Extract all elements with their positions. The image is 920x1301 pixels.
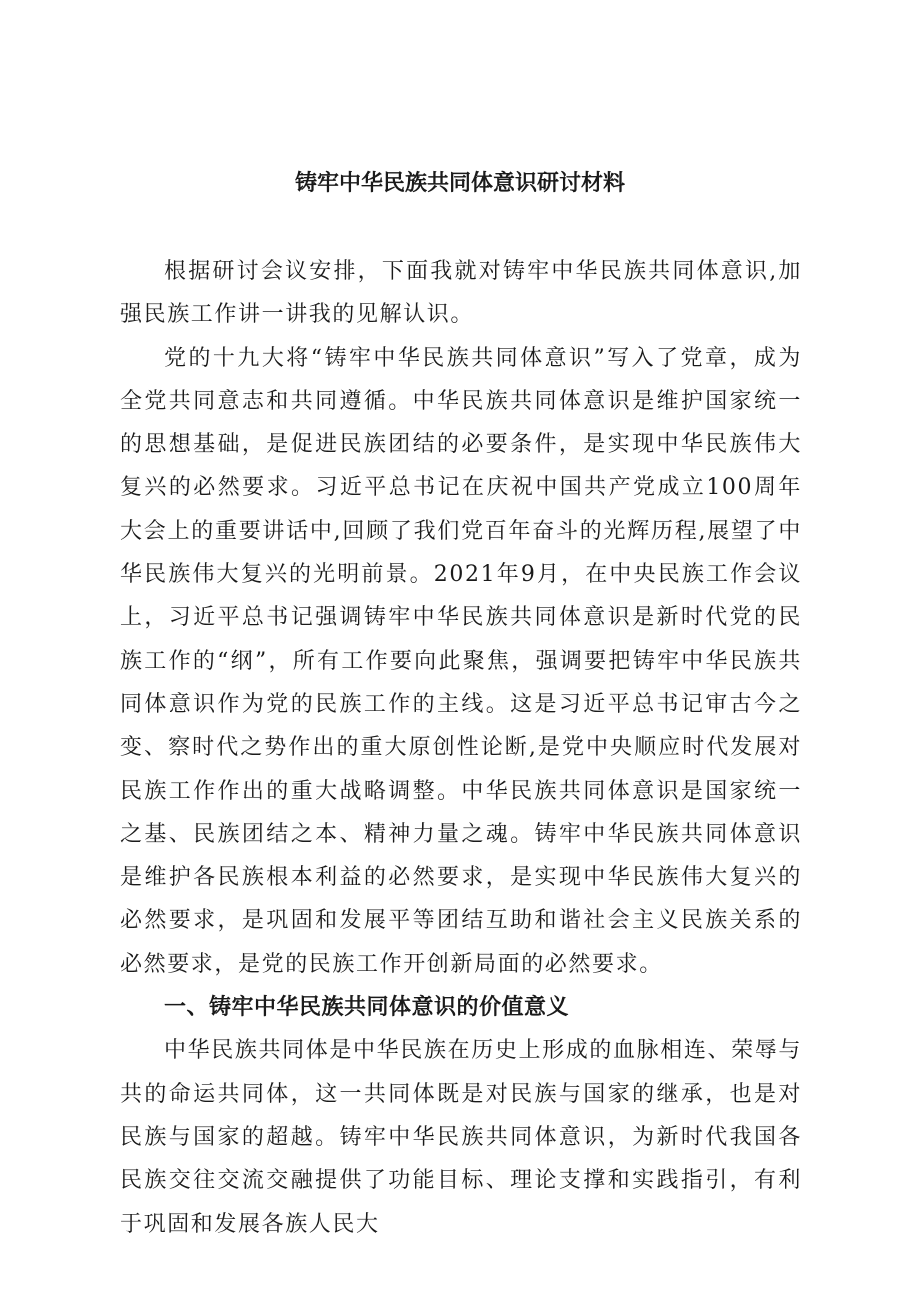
document-body: [120, 250, 802, 1246]
paragraph-significance: 党的十九大将“铸牢中华民族共同体意识”写入了党章，成为全党共同意志和共同遵循。中华民族共同体意识是维护国家统一的思想基础，是促进民族团结的必要条件，是实现中华民族伟大复兴的必然要求。习近平总书记在庆祝中国共产党成立100周年大会上的重要讲话中,回顾了我们党百年奋斗的光辉历程,展望了中华民族伟大复兴的光明前景。2021年9月，在中央民族工作会议上，习近平总书记强调铸牢中华民族共同体意识是新时代党的民族工作的“纲”，所有工作要向此聚焦，强调要把铸牢中华民族共同体意识作为党的民族工作的主线。这是习近平总书记审古今之变、察时代之势作出的重大原创性论断,是党中央顺应时代发展对民族工作作出的重大战略调整。中华民族共同体意识是国家统一之基、民族团结之本、精神力量之魂。铸牢中华民族共同体意识是维护各民族根本利益的必然要求，是实现中华民族伟大复兴的必然要求，是巩固和发展平等团结互助和谐社会主义民族关系的必然要求，是党的民族工作开创新局面的必然要求。: [120, 345, 802, 977]
section-heading-value: 一、铸牢中华民族共同体意识的价值意义: [164, 995, 570, 1021]
paragraph-community: 中华民族共同体是中华民族在历史上形成的血脉相连、荣辱与共的命运共同体，这一共同体既是对民族与国家的继承，也是对民族与国家的超越。铸牢中华民族共同体意识，为新时代我国各民族交往交流交融提供了功能目标、理论支撑和实践指引，有利于巩固和发展各族人民大: [120, 1038, 802, 1237]
paragraph-intro: 根据研讨会议安排，下面我就对铸牢中华民族共同体意识,加强民族工作讲一讲我的见解认识。: [120, 259, 802, 328]
document-title: 铸牢中华民族共同体意识研讨材料: [294, 171, 625, 196]
